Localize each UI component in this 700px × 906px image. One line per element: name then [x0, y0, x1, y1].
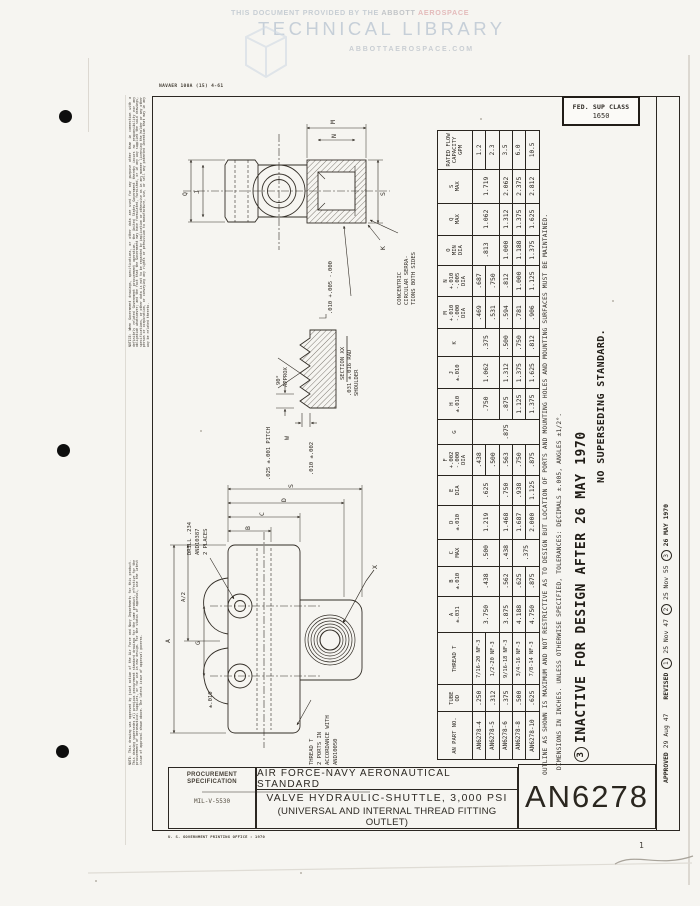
- table-column-flow: [438, 131, 539, 169]
- margin-note-paragraph: NOTE: This drawing was approved by joint action of the Air Force and Navy Departments for this product. This drawing supersedes all previous procurement standard drawings for the same product, effective for the procurement of aeronautical supplies, or for use in new design. For the status of approval, use the latest issue of approval shown above. The latest issue of approval governs.: [128, 560, 143, 765]
- column-header-flow: RATED FLOW CAPACITY GPM: [438, 131, 473, 169]
- table-cell: 2.062: [500, 170, 513, 203]
- revision-2-icon: 2: [661, 604, 672, 615]
- column-header-j: J ±.010: [438, 357, 473, 388]
- table-cell: 1.000: [500, 236, 513, 265]
- column-header-h: H ±.010: [438, 389, 473, 419]
- dim-label-s2: S: [287, 484, 295, 488]
- dim-label-s1: S: [379, 192, 387, 196]
- table-cell: .250: [473, 685, 486, 711]
- thread-note-line2: 2 PORTS IN: [317, 731, 323, 765]
- paper-right-edge: [688, 55, 690, 885]
- table-column-o: [438, 235, 539, 265]
- table-cell: .375: [521, 544, 530, 561]
- table-column-c: [438, 539, 539, 566]
- dim-label-d: D: [280, 498, 288, 502]
- fold-line: [88, 58, 89, 132]
- table-cell: 7/8-14 NF-3: [529, 641, 536, 677]
- table-cell: .563: [500, 445, 513, 475]
- table-cell: .750: [473, 389, 499, 419]
- column-header-tube: TUBE OD: [438, 685, 473, 711]
- procurement-label-line2: SPECIFICATION: [187, 779, 237, 785]
- watermark-library-title: TECHNICAL LIBRARY: [258, 18, 506, 39]
- hole-punch-top: [59, 110, 72, 123]
- table-column-g: [438, 419, 539, 444]
- table-cell: .625: [528, 690, 537, 706]
- section-title: SECTION XX: [340, 346, 346, 380]
- serration-note-line2: CIRCULAR SERRA-: [404, 255, 410, 305]
- table-cell: 1.375: [513, 357, 526, 388]
- column-header-o: O MIN DIA: [438, 236, 473, 265]
- table-column-thread: [438, 632, 539, 684]
- table-column-d: [438, 505, 539, 539]
- table-column-s: [438, 169, 539, 203]
- table-column-e: [438, 475, 539, 505]
- column-header-n: N +.010 -.005 DIA: [438, 266, 473, 297]
- table-cell: 4.750: [528, 604, 537, 625]
- table-cell: 1.312: [500, 204, 513, 235]
- table-cell: 3.875: [500, 597, 513, 633]
- outline-note: OUTLINE AS SHOWN IS MAXIMUM AND NOT RESTRICTIVE AS TO DESIGN BUT LOCATION OF PORTS AND MOUNTING HOLES AND MOUNTING SURFACES MUST BE MAINTAINED.: [542, 213, 549, 775]
- table-cell: .813: [473, 236, 499, 265]
- table-cell: 1.125: [528, 480, 537, 500]
- table-cell: 2.3: [486, 131, 499, 169]
- table-cell: 2.375: [513, 170, 526, 203]
- table-cell: .438: [473, 567, 499, 596]
- column-header-c: C MAX: [438, 540, 473, 566]
- procurement-spec-box: [168, 767, 256, 829]
- column-header-s: S MAX: [438, 170, 473, 203]
- fed-sup-class-box: [562, 96, 640, 126]
- table-cell: 1.2: [473, 131, 486, 169]
- dim-label-a2: A/2: [181, 592, 187, 602]
- watermark-provider-line: [231, 8, 469, 17]
- revision-mark-icon: 3: [574, 747, 589, 762]
- w-label: W: [283, 436, 291, 440]
- title-box: [256, 767, 518, 829]
- fed-sup-label: FED. SUP CLASS: [572, 102, 630, 111]
- dim-label-g: G: [194, 641, 202, 645]
- table-cell: .438: [500, 540, 513, 566]
- watermark-brand-aerospace: AEROSPACE: [418, 8, 470, 17]
- drill-note-line1: DRILL .234: [187, 521, 193, 555]
- table-column-q: [438, 203, 539, 235]
- navaer-stamp: NAVAER 100A (15) 4-61: [159, 84, 224, 89]
- revision-1-date: 25 Nov 47: [662, 619, 670, 654]
- part-title-line2: (UNIVERSAL AND INTERNAL THREAD FITTING OUTLET): [277, 806, 497, 828]
- table-cell: 1.375: [528, 240, 537, 260]
- frame-right-divider: [656, 96, 657, 831]
- drill-note-line3: 2 PLACES: [203, 528, 209, 555]
- inactive-text: INACTIVE FOR DESIGN AFTER 26 MAY 1970: [573, 431, 589, 743]
- table-cell: 1.219: [473, 506, 499, 539]
- dimension-table-wrapper: [437, 130, 540, 760]
- approx-callout: APPROX: [283, 367, 289, 387]
- dim-label-j: J: [193, 190, 201, 194]
- table-cell: AN6278-8: [513, 712, 526, 759]
- table-cell: .500: [486, 445, 499, 475]
- angle-callout: 90°: [276, 375, 282, 385]
- part-title-line1: VALVE HYDRAULIC-SHUTTLE, 3,000 PSI: [266, 793, 508, 804]
- table-cell: 7/16-20 NF-3: [473, 633, 486, 684]
- table-cell: .500: [513, 685, 526, 711]
- table-column-j: [438, 356, 539, 388]
- table-cell: .562: [500, 567, 513, 596]
- table-cell: .531: [486, 297, 499, 328]
- table-cell: 1.188: [513, 236, 526, 265]
- table-cell: .906: [528, 305, 537, 321]
- table-cell: 10.5: [528, 142, 536, 158]
- radius-callout: .031 ±.016 RAD: [347, 349, 353, 396]
- table-cell: .750: [513, 329, 526, 356]
- paper-bottom-edge: [80, 855, 700, 879]
- table-cell: AN6278-5: [486, 712, 499, 759]
- table-cell: 1.687: [513, 506, 526, 539]
- table-column-part: [438, 711, 539, 759]
- table-cell: .687: [473, 266, 486, 297]
- noise-speck: [95, 880, 97, 882]
- table-column-k: [438, 328, 539, 356]
- table-cell: 3.750: [473, 597, 499, 633]
- table-cell: 2.000: [528, 512, 537, 532]
- table-cell: 1.625: [528, 209, 537, 229]
- table-cell: .594: [500, 297, 513, 328]
- valve-end-view: [183, 124, 398, 318]
- column-header-b: B ±.010: [438, 567, 473, 596]
- table-cell: 1.625: [528, 363, 537, 383]
- hole-punch-bottom: [56, 745, 69, 758]
- table-cell: AN6278-6: [500, 712, 513, 759]
- table-cell: 1.000: [513, 266, 526, 297]
- serration-note-line3: TIONS BOTH SIDES: [411, 252, 417, 305]
- dimensions-note: DIMENSIONS IN INCHES. UNLESS OTHERWISE SPECIFIED, TOLERANCES: DECIMALS ±.005, ANGLES ±1/2°.: [556, 412, 563, 770]
- table-cell: 3/4-16 NF-3: [513, 633, 526, 684]
- revised-label: REVISED: [662, 672, 670, 700]
- table-cell: .625: [473, 476, 499, 505]
- procurement-label-line1: PROCUREMENT: [186, 772, 238, 778]
- column-header-q: Q MAX: [438, 204, 473, 235]
- table-column-a: [438, 596, 539, 633]
- approved-label: APPROVED: [662, 752, 670, 783]
- depth-callout: .010 ±.002: [309, 441, 315, 475]
- g-tolerance: ±.010: [208, 691, 214, 708]
- table-cell: .875: [528, 573, 537, 589]
- table-column-n: [438, 265, 539, 297]
- dim-label-k: K: [379, 246, 387, 250]
- pitch-callout: .025 ±.001 PITCH: [266, 427, 272, 480]
- table-cell: .750: [513, 445, 526, 475]
- table-cell: 1.719: [473, 170, 499, 203]
- column-header-thread: THREAD T: [438, 633, 473, 684]
- revision-3-icon: 3: [661, 550, 672, 561]
- table-cell: 3.5: [500, 131, 513, 169]
- table-cell: .812: [528, 335, 537, 351]
- column-header-f: F +.002 -.000 DIA: [438, 445, 473, 475]
- table-cell: .750: [500, 476, 513, 505]
- column-header-a: A ±.031: [438, 597, 473, 633]
- table-cell: 1.062: [473, 357, 499, 388]
- table-cell: .375: [473, 329, 499, 356]
- table-cell: .938: [513, 476, 526, 505]
- table-cell: .500: [473, 540, 499, 566]
- table-column-m: [438, 296, 539, 328]
- shoulder-callout: SHOULDER: [354, 369, 360, 396]
- hole-punch-middle: [57, 444, 70, 457]
- table-column-tube: [438, 684, 539, 711]
- column-header-k: K: [438, 329, 473, 356]
- thread-note-line3: ACCORDANCE WITH: [325, 715, 331, 765]
- table-cell: .875: [528, 452, 537, 468]
- table-cell: 1.312: [500, 357, 513, 388]
- dim-label-n: N: [330, 134, 338, 138]
- column-header-g: G: [438, 420, 473, 444]
- table-cell: 1.375: [528, 394, 537, 414]
- table-cell: .625: [513, 567, 526, 596]
- table-cell: 1/2-20 NF-3: [486, 633, 499, 684]
- table-cell: .812: [500, 266, 513, 297]
- dim-label-b: B: [244, 526, 252, 530]
- watermark-prefix: THIS DOCUMENT PROVIDED BY THE: [231, 8, 379, 17]
- dim-label-q: Q: [181, 192, 189, 196]
- column-header-d: D ±.010: [438, 506, 473, 539]
- table-cell: 1.125: [513, 389, 526, 419]
- column-header-e: E DIA: [438, 476, 473, 505]
- approval-line: [659, 393, 673, 783]
- superseding-note: NO SUPERSEDING STANDARD.: [596, 328, 607, 483]
- table-cell: .500: [500, 329, 513, 356]
- column-header-m: M +.010 -.000 DIA: [438, 297, 473, 328]
- table-cell: .375: [500, 685, 513, 711]
- noise-speck: [300, 872, 302, 874]
- table-cell: 6.0: [513, 131, 526, 169]
- table-cell: .875: [500, 389, 513, 419]
- watermark-brand-abbott: ABBOTT: [381, 8, 416, 17]
- revision-1-icon: 1: [661, 658, 672, 669]
- standard-name: AIR FORCE-NAVY AERONAUTICAL STANDARD: [257, 768, 517, 790]
- table-cell: AN6278-10: [528, 719, 536, 752]
- table-cell: 1.062: [473, 204, 499, 235]
- column-header-part: AN PART NO.: [438, 712, 473, 759]
- table-cell: 1.125: [528, 271, 537, 291]
- table-cell: .781: [513, 297, 526, 328]
- table-cell: 1.375: [513, 204, 526, 235]
- approved-date: 29 Aug 47: [662, 713, 670, 749]
- drill-note-line2: AND10387: [195, 528, 201, 555]
- serration-note-line1: CONCENTRIC: [397, 271, 403, 305]
- watermark-url: ABBOTTAEROSPACE.COM: [349, 46, 474, 53]
- procurement-spec-number: MIL-V-5530: [193, 798, 231, 805]
- step-callout: .010 +.005 -.000: [328, 261, 334, 314]
- table-cell: 4.188: [513, 597, 526, 633]
- fed-sup-value: 1650: [592, 111, 610, 120]
- table-cell: 9/16-18 NF-3: [500, 633, 513, 684]
- dim-label-c: C: [258, 512, 266, 516]
- table-cell: .875: [502, 424, 511, 440]
- table-column-f: [438, 444, 539, 475]
- table-cell: 2.812: [528, 176, 537, 196]
- dim-label-m: M: [329, 120, 337, 124]
- page-mark: 1: [639, 841, 644, 850]
- margin-notice-paragraph: NOTICE: When Government drawings, specifications, or other data are used for any purpose other than in connection with a definitely related Government procurement operation, the United States Government thereby incurs no responsibility nor any obligation whatsoever; and the fact that the Government may have formulated, furnished, or in any way supplied the said drawings, specifications, or other data is not to be regarded by implication or otherwise as in any manner licensing the holder or any other person or corporation, or conveying any rights or permission to manufacture, use, or sell any patented invention that may in any way be related thereto.: [128, 97, 150, 347]
- table-cell: .750: [486, 266, 499, 297]
- table-cell: AN6278-4: [473, 712, 486, 759]
- thread-note-line4: AND10050: [333, 738, 339, 765]
- pen-squiggle: [613, 848, 697, 872]
- printing-office-note: U. S. GOVERNMENT PRINTING OFFICE : 1970: [168, 834, 265, 839]
- standard-number: AN6278: [524, 778, 650, 814]
- dim-label-a: A: [164, 639, 172, 643]
- table-cell: 1.468: [500, 506, 513, 539]
- x-label: X: [371, 565, 379, 569]
- revision-3-date: 26 MAY 1970: [662, 504, 670, 547]
- inactive-stamp: [570, 282, 592, 762]
- watermark-cube-icon: [243, 24, 289, 82]
- table-cell: .312: [486, 685, 499, 711]
- table-cell: .469: [473, 297, 486, 328]
- dimension-table: [437, 130, 540, 760]
- revision-2-date: 25 Nov 55: [662, 565, 670, 600]
- standard-number-box: [518, 764, 656, 829]
- paper-left-edge: [125, 95, 126, 845]
- table-cell: .438: [473, 445, 486, 475]
- table-column-h: [438, 388, 539, 419]
- table-column-b: [438, 566, 539, 596]
- engineering-drawings: [158, 108, 443, 803]
- thread-note-line1: THREAD T: [309, 738, 315, 765]
